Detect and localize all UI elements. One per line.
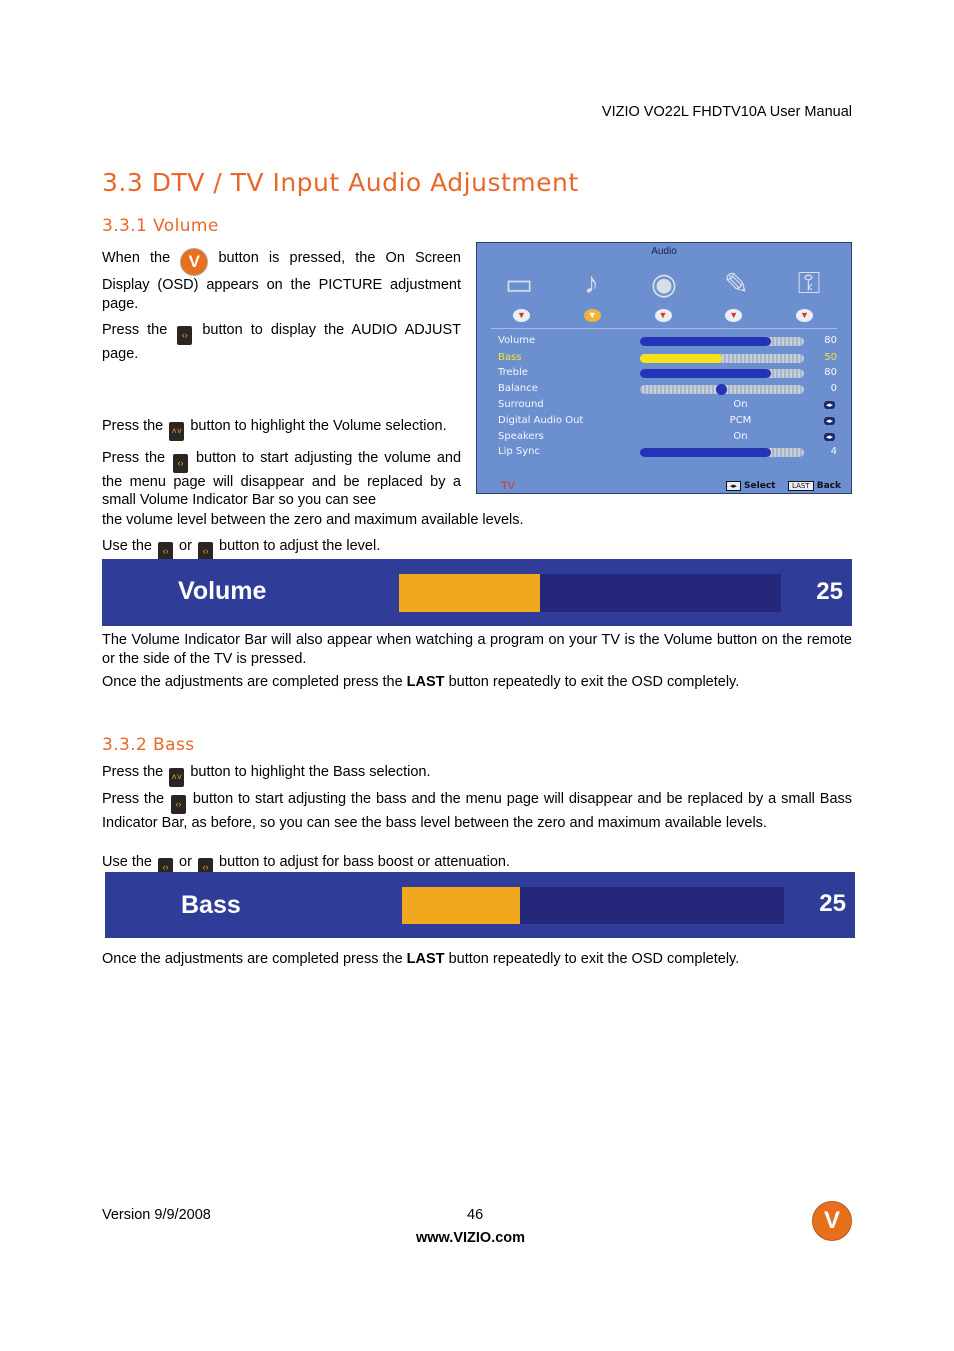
remote-volume-down-icon: ‹› (158, 542, 173, 561)
osd-row-digital-audio-out: Digital Audio Out PCM ◂▸ (498, 415, 834, 426)
paragraph: Press the ˄˅ button to highlight the Volume selection. (102, 417, 461, 441)
left-right-arrows-icon: ◂▸ (726, 481, 741, 491)
audio-osd-screenshot (476, 242, 852, 494)
osd-row-surround: Surround On ◂▸ (498, 399, 834, 410)
left-right-arrows-icon: ◂▸ (825, 417, 834, 425)
osd-source-label: TV (501, 480, 516, 492)
remote-volume-button-icon: ‹› (177, 326, 192, 345)
indicator-fill (399, 574, 540, 612)
setup-menu-icon: ✎ (723, 267, 750, 301)
paragraph: When the V button is pressed, the On Screen Display (OSD) appears on the PICTURE adjustment page. (102, 250, 461, 312)
osd-key-hints: ◂▸ Select LAST Back (726, 481, 841, 491)
volume-subsection-title: 3.3.1 Volume (102, 216, 219, 236)
chevron-down-icon: ▼ (725, 309, 742, 322)
remote-volume-up-icon: ‹› (198, 542, 213, 561)
bass-subsection-title: 3.3.2 Bass (102, 735, 195, 755)
volume-indicator-bar (102, 559, 852, 626)
vizio-logo-icon: V (812, 1201, 852, 1241)
chevron-down-icon: ▼ (796, 309, 813, 322)
lock-menu-icon: ⚿ (797, 267, 821, 300)
osd-row-lip-sync: Lip Sync 4 (498, 446, 837, 457)
indicator-value: 25 (816, 578, 843, 605)
divider (491, 328, 837, 329)
paragraph: Press the ‹› button to start adjusting the volume and the menu page will disappear and be replaced by a small Volume Indicator Bar so you can see (102, 449, 462, 508)
paragraph: Once the adjustments are completed press the LAST button repeatedly to exit the OSD completely. (102, 674, 740, 690)
paragraph: Press the ˄˅ button to highlight the Bass selection. (102, 763, 431, 787)
paragraph: Once the adjustments are completed press the LAST button repeatedly to exit the OSD completely. (102, 951, 740, 967)
footer-version: Version 9/9/2008 (102, 1207, 211, 1223)
osd-row-balance: Balance 0 (498, 383, 837, 394)
indicator-track (402, 887, 784, 924)
remote-volume-up-icon: ‹› (198, 858, 213, 877)
paragraph: the volume level between the zero and maximum available levels. (102, 512, 524, 528)
osd-row-volume: Volume 80 (498, 335, 837, 346)
bass-indicator-bar (105, 872, 855, 938)
indicator-track (399, 574, 781, 612)
paragraph: Press the ‹› button to display the AUDIO ADJUST page. (102, 322, 461, 362)
chevron-down-icon: ▼ (584, 309, 601, 322)
tv-menu-icon: ◉ (650, 267, 678, 301)
paragraph: Press the ‹› button to start adjusting the bass and the menu page will disappear and be replaced by a small Bass Indicator Bar, as before, so you can see the bass level between the zero and maximum available levels. (102, 791, 853, 831)
osd-row-bass: Bass 50 (498, 352, 837, 363)
volume-text-column (102, 248, 461, 510)
indicator-fill (402, 887, 520, 924)
vizio-v-button-icon: V (180, 248, 208, 276)
paragraph: Use the ‹› or ‹› button to adjust for bass boost or attenuation. (102, 853, 510, 877)
footer-page-number: 46 (467, 1207, 484, 1223)
indicator-value: 25 (819, 890, 846, 917)
indicator-label: Volume (178, 577, 267, 605)
osd-row-treble: Treble 80 (498, 367, 837, 378)
manual-title: VIZIO VO22L FHDTV10A User Manual (601, 104, 852, 120)
chevron-down-icon: ▼ (655, 309, 672, 322)
footer-url[interactable]: www.VIZIO.com (416, 1230, 526, 1246)
remote-channel-button-icon: ˄˅ (169, 768, 184, 787)
picture-menu-icon: ▭ (504, 267, 534, 301)
osd-row-speakers: Speakers On ◂▸ (498, 431, 834, 442)
audio-menu-icon: ♪ (584, 267, 599, 300)
paragraph: Use the ‹› or ‹› button to adjust the level. (102, 537, 380, 561)
left-right-arrows-icon: ◂▸ (825, 401, 834, 409)
remote-channel-button-icon: ˄˅ (169, 422, 184, 441)
balance-knob (716, 384, 727, 395)
paragraph: The Volume Indicator Bar will also appear when watching a program on your TV is the Volume button on the remote or the side of the TV is pressed. (102, 632, 852, 667)
osd-title: Audio (651, 246, 677, 257)
remote-volume-down-icon: ‹› (158, 858, 173, 877)
remote-volume-button-icon: ‹› (171, 795, 186, 814)
section-title: 3.3 DTV / TV Input Audio Adjustment (102, 168, 579, 197)
indicator-label: Bass (181, 891, 241, 919)
left-right-arrows-icon: ◂▸ (825, 433, 834, 441)
chevron-down-icon: ▼ (513, 309, 530, 322)
remote-volume-button-icon: ‹› (173, 454, 188, 473)
